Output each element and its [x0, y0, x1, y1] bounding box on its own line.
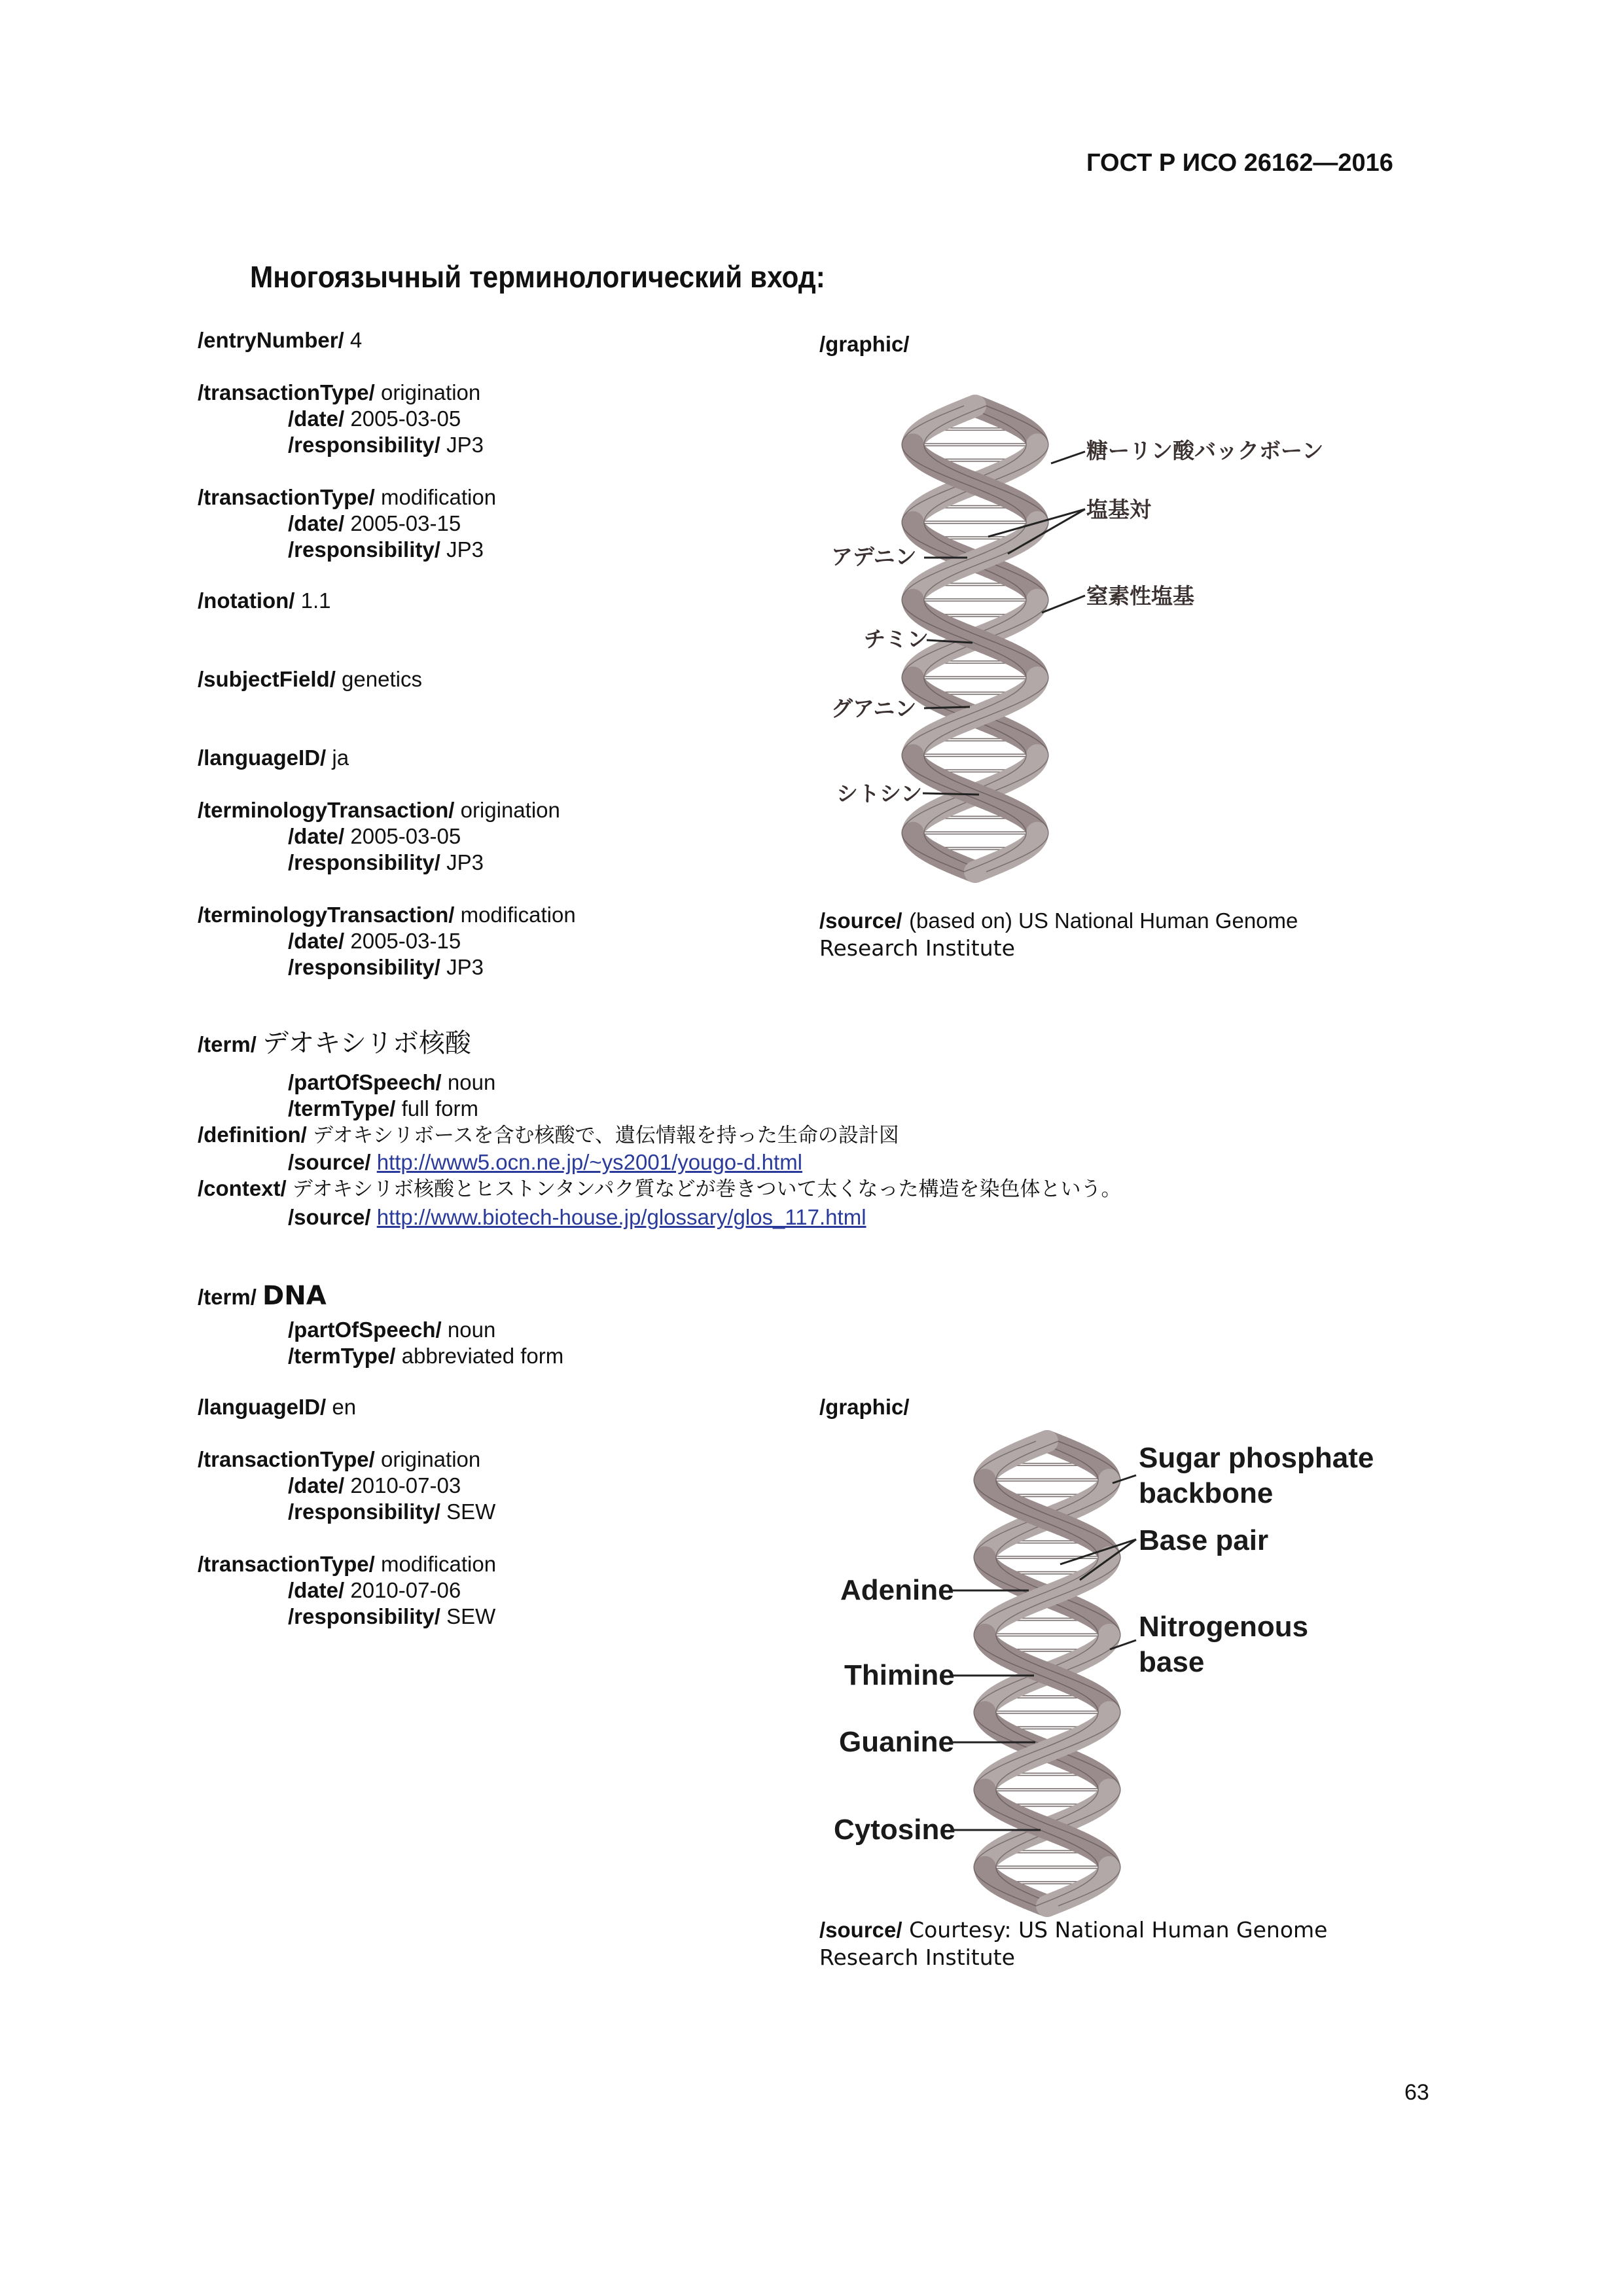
date-line: /date/ 2010-07-03 [288, 1473, 461, 1498]
section-title: Многоязычный терминологический вход: [250, 260, 825, 294]
part-of-speech-line: /partOfSpeech/ noun [288, 1318, 496, 1342]
responsibility-line: /responsibility/ JP3 [288, 955, 484, 979]
label-thymine-ja: チミン [864, 626, 929, 652]
graphic-label: /graphic/ [819, 332, 910, 356]
label-thymine: Thimine [844, 1659, 955, 1691]
graphic-label: /graphic/ [819, 1395, 910, 1419]
leader-line [924, 707, 970, 708]
responsibility-line: /responsibility/ JP3 [288, 850, 484, 874]
graphic-source-ja-cont: Research Institute [819, 935, 1015, 961]
date-line: /date/ 2005-03-05 [288, 406, 461, 431]
definition-source-link[interactable]: http://www5.ocn.ne.jp/~ys2001/yougo-d.html [376, 1150, 803, 1174]
label-guanine-ja: グアニン [831, 696, 917, 721]
responsibility-line: /responsibility/ SEW [288, 1604, 496, 1628]
transaction-type-line: /transactionType/ modification [198, 485, 497, 509]
label-adenine: Adenine [840, 1574, 954, 1606]
graphic-source-en-cont: Research Institute [819, 1945, 1015, 1970]
label-cytosine: Cytosine [834, 1814, 955, 1846]
context-source-line: /source/ http://www.biotech-house.jp/glossary/glos_117.html [288, 1205, 866, 1229]
entry-number-line: /entryNumber/ 4 [198, 328, 363, 352]
graphic-source-ja: /source/ (based on) US National Human Genome [819, 908, 1298, 933]
date-line: /date/ 2005-03-15 [288, 511, 461, 535]
leader-line [923, 793, 979, 795]
label-backbone-ja: 糖ーリン酸バックボーン [1086, 438, 1324, 463]
term-line-ja: /term/ デオキシリボ核酸 [198, 1028, 471, 1058]
term-type-line: /termType/ full form [288, 1096, 478, 1121]
transaction-type-line: /transactionType/ modification [198, 1552, 497, 1576]
responsibility-line: /responsibility/ JP3 [288, 537, 484, 562]
definition-source-line: /source/ http://www5.ocn.ne.jp/~ys2001/yougo-d.html [288, 1150, 803, 1174]
label-cytosine-ja: シトシン [836, 781, 923, 806]
dna-figure-ja [812, 386, 1348, 884]
label-guanine: Guanine [839, 1726, 955, 1758]
subject-field-line: /subjectField/ genetics [198, 667, 422, 691]
label-backbone-line2: backbone [1139, 1477, 1274, 1509]
transaction-type-line: /transactionType/ origination [198, 1447, 481, 1471]
date-line: /date/ 2005-03-15 [288, 929, 461, 953]
label-backbone-line1: Sugar phosphate [1139, 1442, 1374, 1474]
definition-line: /definition/ デオキシリボースを含む核酸で、遺伝情報を持った生命の設計図 [198, 1122, 899, 1147]
language-id-line: /languageID/ ja [198, 745, 349, 770]
label-adenine-ja: アデニン [831, 544, 917, 569]
dna-helix-en [974, 1441, 1120, 1906]
responsibility-line: /responsibility/ SEW [288, 1499, 496, 1524]
graphic-source-en: /source/ Courtesy: US National Human Genome [819, 1917, 1328, 1943]
page-number: 63 [1404, 2080, 1429, 2105]
terminology-transaction-line: /terminologyTransaction/ origination [198, 798, 560, 822]
context-line: /context/ デオキシリボ核酸とヒストンタンパク質などが巻きついて太くなった構造を染色体という。 [198, 1176, 1122, 1201]
backbone-strand-b [1047, 1904, 1052, 1906]
context-source-link[interactable]: http://www.biotech-house.jp/glossary/glos_117.html [376, 1205, 866, 1229]
label-base-pair: Base pair [1139, 1524, 1269, 1556]
date-line: /date/ 2005-03-05 [288, 824, 461, 848]
term-line-dna: /term/ DNA [198, 1281, 327, 1311]
leader-line [1051, 452, 1085, 463]
term-type-line: /termType/ abbreviated form [288, 1344, 564, 1368]
date-line: /date/ 2010-07-06 [288, 1578, 461, 1602]
responsibility-line: /responsibility/ JP3 [288, 433, 484, 457]
document-header: ГОСТ Р ИСО 26162—2016 [1086, 149, 1393, 177]
terminology-transaction-line: /terminologyTransaction/ modification [198, 903, 576, 927]
part-of-speech-line: /partOfSpeech/ noun [288, 1070, 496, 1094]
dna-figure-en [812, 1427, 1440, 1924]
label-base-pair-ja: 塩基対 [1086, 497, 1151, 522]
label-nitrogenous-base-ja: 窒素性塩基 [1086, 583, 1194, 609]
notation-line: /notation/ 1.1 [198, 588, 331, 613]
label-nitrogenous-line2: base [1139, 1646, 1205, 1678]
transaction-type-line: /transactionType/ origination [198, 380, 481, 404]
language-id-line: /languageID/ en [198, 1395, 357, 1419]
backbone-strand-b [975, 870, 980, 872]
label-nitrogenous-line1: Nitrogenous [1139, 1611, 1309, 1643]
